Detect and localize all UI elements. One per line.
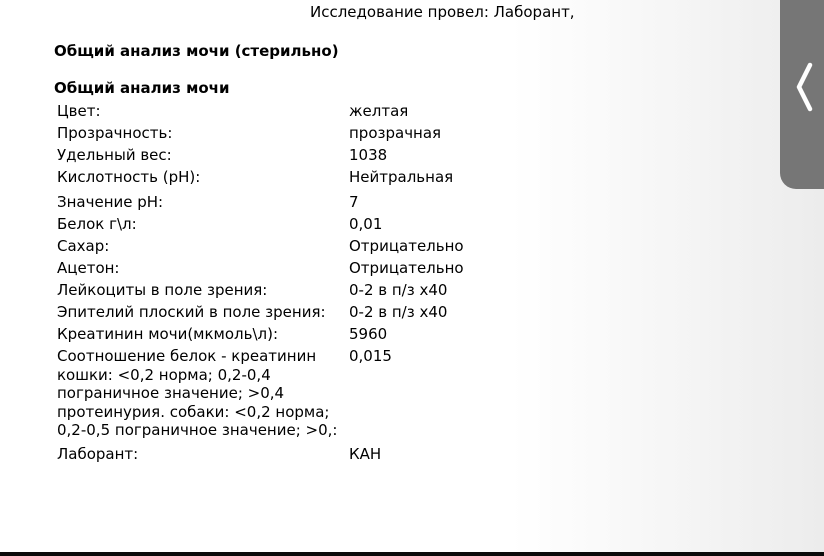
result-label: Ацетон: (57, 259, 120, 277)
bottom-edge-bar (0, 552, 824, 556)
result-label: Цвет: (57, 102, 101, 120)
result-label: Прозрачность: (57, 124, 173, 142)
result-label: Лаборант: (57, 444, 139, 463)
result-value: Нейтральная (349, 168, 454, 186)
result-row (57, 279, 517, 301)
result-label: Лейкоциты в поле зрения: (57, 281, 268, 299)
result-value: Отрицательно (349, 259, 464, 277)
result-label: Белок г\л: (57, 215, 137, 233)
result-row (57, 100, 517, 122)
result-row (57, 235, 517, 257)
result-value: 0-2 в п/з х40 (349, 303, 448, 321)
result-value: прозрачная (349, 124, 442, 142)
performed-by-line: Исследование провел: Лаборант, (310, 3, 575, 21)
result-row (57, 257, 517, 279)
result-value: 0-2 в п/з х40 (349, 281, 448, 299)
result-value: Отрицательно (349, 237, 464, 255)
result-label: Эпителий плоский в поле зрения: (57, 303, 326, 321)
result-value: 7 (349, 193, 359, 211)
result-label: Удельный вес: (57, 146, 172, 164)
results-table (57, 100, 517, 465)
analysis-subtitle: Общий анализ мочи (54, 79, 230, 97)
result-value: КАН (349, 444, 382, 463)
result-label: Кислотность (pH): (57, 168, 201, 186)
result-value: желтая (349, 102, 409, 120)
result-row (57, 301, 517, 323)
result-row (57, 441, 517, 465)
back-button[interactable] (780, 0, 824, 189)
result-row (57, 166, 517, 188)
result-label: Соотношение белок - креатинин кошки: <0,2 норма; 0,2-0,4 пограничное значение; >0,4 протеинурия. собаки: <0,2 норма; 0,2-0,5 пограничное значение; >0,: (57, 347, 338, 439)
result-value: 5960 (349, 325, 388, 343)
result-row (57, 144, 517, 166)
result-value: 0,01 (349, 215, 383, 233)
result-row (57, 323, 517, 345)
chevron-left-icon (794, 62, 814, 112)
result-value: 1038 (349, 146, 388, 164)
result-label: Креатинин мочи(мкмоль\л): (57, 325, 279, 343)
result-row (57, 345, 517, 441)
result-value: 0,015 (349, 347, 392, 365)
result-row (57, 188, 517, 213)
result-label: Значение pH: (57, 193, 164, 211)
analysis-title: Общий анализ мочи (стерильно) (54, 42, 339, 60)
result-row (57, 213, 517, 235)
result-row (57, 122, 517, 144)
result-label: Сахар: (57, 237, 110, 255)
